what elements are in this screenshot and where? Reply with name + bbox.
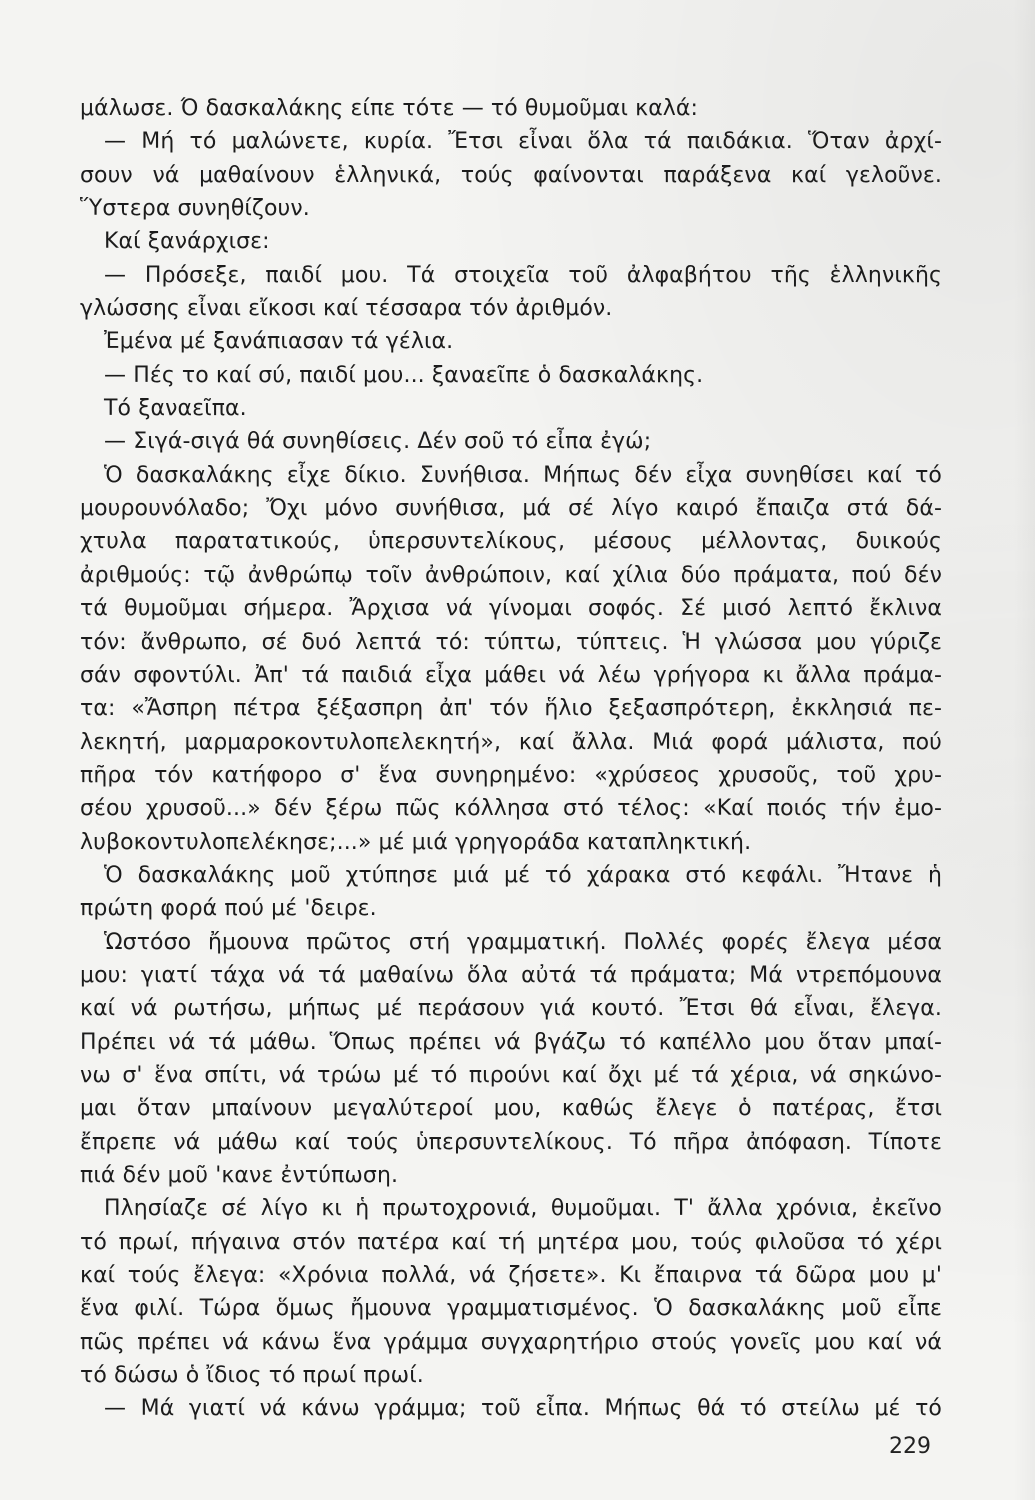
text-line: τα: «Ἄσπρη πέτρα ξέξασπρη ἀπ' τόν ἥλιο ξεξασπρότερη, ἐκκλησιά πε- xyxy=(80,696,942,722)
text-line: Ὁ δασκαλάκης μοῦ χτύπησε μιά μέ τό χάρακα στό κεφάλι. Ἤτανε ἡ xyxy=(104,862,942,888)
text-line: Τό ξαναεῖπα. xyxy=(104,396,247,422)
body-text xyxy=(80,92,942,1426)
text-line: μαι ὅταν μπαίνουν μεγαλύτεροί μου, καθώς ἔλεγε ὁ πατέρας, ἔτσι xyxy=(80,1096,942,1122)
text-line: σέου χρυσοῦ...» δέν ξέρω πῶς κόλλησα στό τέλος: «Καί ποιός τήν ἐμο- xyxy=(80,796,942,822)
text-line: Πρέπει νά τά μάθω. Ὅπως πρέπει νά βγάζω τό καπέλλο μου ὅταν μπαί- xyxy=(80,1029,942,1055)
text-line: — Σιγά-σιγά θά συνηθίσεις. Δέν σοῦ τό εἶπα ἐγώ; xyxy=(104,429,652,455)
text-line: μου: γιατί τάχα νά τά μαθαίνω ὅλα αὐτά τά πράματα; Μά ντρεπόμουνα xyxy=(80,962,942,988)
text-line: τό πρωί, πήγαινα στόν πατέρα καί τή μητέρα μου, τούς φιλοῦσα τό χέρι xyxy=(80,1229,942,1255)
text-line: Πλησίαζε σέ λίγο κι ἡ πρωτοχρονιά, θυμοῦμαι. Τ' ἄλλα χρόνια, ἐκεῖνο xyxy=(104,1196,942,1222)
text-line: — Πές το καί σύ, παιδί μου... ξαναεῖπε ὁ δασκαλάκης. xyxy=(104,362,704,388)
text-line: ἕνα φιλί. Τώρα ὅμως ἤμουνα γραμματισμένος. Ὁ δασκαλάκης μοῦ εἶπε xyxy=(80,1296,942,1322)
text-line: — Μή τό μαλώνετε, κυρία. Ἔτσι εἶναι ὅλα τά παιδάκια. Ὅταν ἀρχί- xyxy=(104,129,942,155)
text-line: τό δώσω ὁ ἴδιος τό πρωί πρωί. xyxy=(80,1363,424,1389)
text-line: πρώτη φορά πού μέ 'δειρε. xyxy=(80,896,377,922)
text-line: ἔπρεπε νά μάθω καί τούς ὑπερσυντελίκους. Τό πῆρα ἀπόφαση. Τίποτε xyxy=(80,1129,942,1155)
text-line: τόν: ἄνθρωπο, σέ δυό λεπτά τό: τύπτω, τύπτεις. Ἡ γλώσσα μου γύριζε xyxy=(80,629,942,655)
text-line: Καί ξανάρχισε: xyxy=(104,229,270,255)
text-line: ἀριθμούς: τῷ ἀνθρώπῳ τοῖν ἀνθρώποιν, καί χίλια δύο πράματα, πού δέν xyxy=(80,562,942,588)
text-line: Ὕστερα συνηθίζουν. xyxy=(80,196,310,222)
text-line: Ὁ δασκαλάκης εἶχε δίκιο. Συνήθισα. Μήπως δέν εἶχα συνηθίσει καί τό xyxy=(104,462,942,488)
text-line: γλώσσης εἶναι εἴκοσι καί τέσσαρα τόν ἀριθμόν. xyxy=(80,296,613,322)
text-line: χτυλα παρατατικούς, ὑπερσυντελίκους, μέσους μέλλοντας, δυικούς xyxy=(80,529,942,555)
page-edge-shadow xyxy=(1013,0,1035,1500)
text-line: μουρουνόλαδο; Ὄχι μόνο συνήθισα, μά σέ λίγο καιρό ἔπαιζα στά δά- xyxy=(80,496,942,522)
text-line: μάλωσε. Ό δασκαλάκης είπε τότε — τό θυμοῦμαι καλά: xyxy=(80,96,699,121)
text-line: λεκητή, μαρμαροκοντυλοπελεκητή», καί ἄλλα. Μιά φορά μάλιστα, πού xyxy=(80,729,942,755)
page-number: 229 xyxy=(889,1434,931,1459)
text-line: τά θυμοῦμαι σήμερα. Ἄρχισα νά γίνομαι σοφός. Σέ μισό λεπτό ἔκλινα xyxy=(80,596,942,622)
text-line: καί νά ρωτήσω, μήπως μέ περάσουν γιά κουτό. Ἔτσι θά εἶναι, ἔλεγα. xyxy=(80,996,942,1022)
text-line: Ἐμένα μέ ξανάπιασαν τά γέλια. xyxy=(104,329,454,355)
text-line: Ὡστόσο ἤμουνα πρῶτος στή γραμματική. Πολλές φορές ἔλεγα μέσα xyxy=(104,929,942,955)
text-line: σουν νά μαθαίνουν ἑλληνικά, τούς φαίνονται παράξενα καί γελοῦνε. xyxy=(80,162,942,188)
text-line: σάν σφοντύλι. Ἀπ' τά παιδιά εἶχα μάθει νά λέω γρήγορα κι ἄλλα πράμα- xyxy=(80,662,942,688)
text-line: πῆρα τόν κατήφορο σ' ἕνα συνηρημένο: «χρύσεος χρυσοῦς, τοῦ χρυ- xyxy=(80,762,942,788)
text-line: — Μά γιατί νά κάνω γράμμα; τοῦ εἶπα. Μήπως θά τό στείλω μέ τό xyxy=(104,1396,942,1422)
text-line: λυβοκοντυλοπελέκησε;...» μέ μιά γρηγοράδα καταπληκτική. xyxy=(80,829,752,855)
text-line: — Πρόσεξε, παιδί μου. Τά στοιχεῖα τοῦ ἀλφαβήτου τῆς ἑλληνικῆς xyxy=(104,262,942,288)
text-line: καί τούς ἔλεγα: «Χρόνια πολλά, νά ζήσετε». Κι ἔπαιρνα τά δῶρα μου μ' xyxy=(80,1263,942,1289)
text-line: πιά δέν μοῦ 'κανε ἐντύπωση. xyxy=(80,1163,399,1188)
text-line: νω σ' ἕνα σπίτι, νά τρώω μέ τό πιρούνι καί ὄχι μέ τά χέρια, νά σηκώνο- xyxy=(80,1062,942,1088)
text-line: πῶς πρέπει νά κάνω ἕνα γράμμα συγχαρητήριο στούς γονεῖς μου καί νά xyxy=(80,1329,942,1355)
